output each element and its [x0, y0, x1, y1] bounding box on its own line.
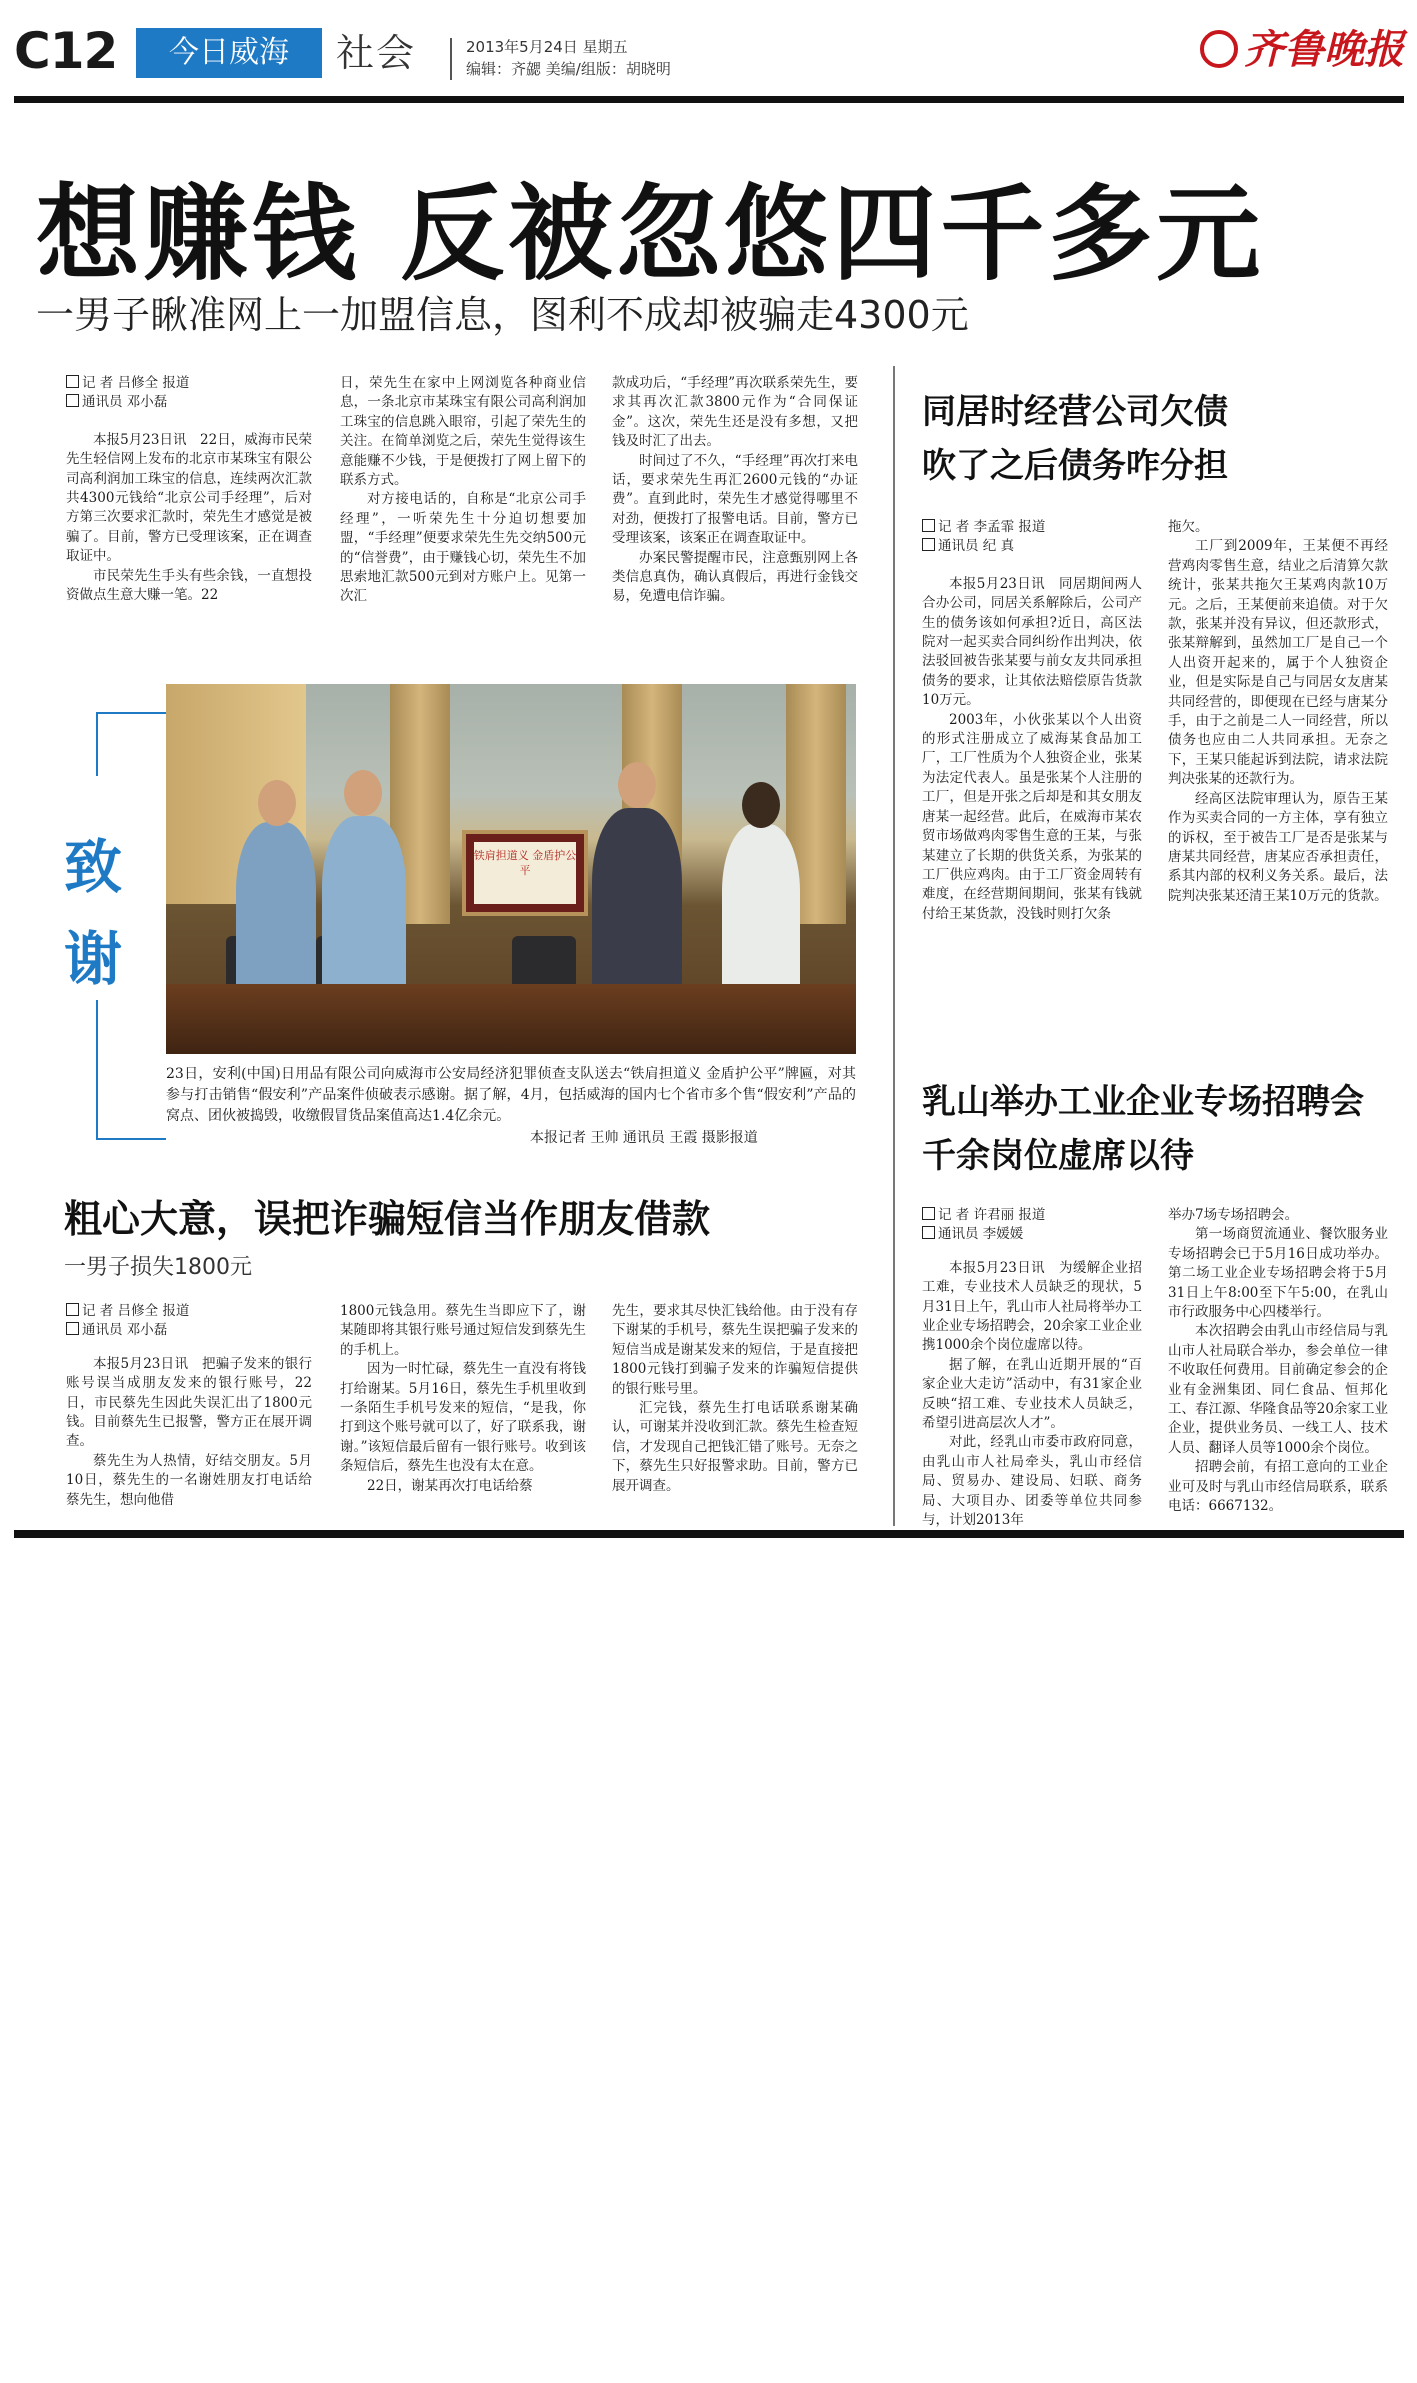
- lead-headline: 想赚钱 反被忽悠四千多元: [36, 173, 1265, 295]
- paragraph: 对此，经乳山市委市政府同意，由乳山市人社局牵头，乳山市经信局、贸易办、建设局、妇联、商务局、大项目办、团委等单位共同参与，计划2013年: [922, 1434, 1142, 1529]
- masthead: [14, 10, 1404, 94]
- story2-subheadline: 一男子损失1800元: [64, 1255, 252, 1280]
- page-number: C12: [14, 22, 118, 80]
- photo-caption: 23日，安利(中国)日用品有限公司向威海市公安局经济犯罪侦查支队送去“铁肩担道义 金盾护公平”牌匾，对其参与打击销售“假安利”产品案件侦破表示感谢。据了解，4月，包括威海的国内七个省市多个售“假安利”产品的窝点、团伙被捣毁，收缴假冒货品案值高达1.4亿余元。: [166, 1066, 856, 1124]
- byline-box-icon: [922, 538, 935, 551]
- byline-box-icon: [922, 1207, 935, 1220]
- paragraph: 市民荣先生手头有些余钱，一直想投资做点生意大赚一笔。22: [66, 567, 312, 604]
- lead-byline-correspondent: 通讯员 邓小磊: [66, 393, 312, 412]
- newspaper-brand: [1200, 18, 1404, 75]
- byline-box-icon: [66, 1303, 79, 1316]
- paragraph: 1800元钱急用。蔡先生当即应下了，谢某随即将其银行账号通过短信发到蔡先生的手机上。: [340, 1303, 586, 1358]
- photo-officer-1: [236, 822, 316, 992]
- paragraph: 办案民警提醒市民，注意甄别网上各类信息真伪，确认真假后，再进行金钱交易，免遭电信诈骗。: [612, 549, 858, 605]
- paragraph: 时间过了不久，“手经理”再次打来电话，要求荣先生再汇2600元钱的“办证费”。直到此时，荣先生才感觉得哪里不对劲，便拨打了报警电话。目前，警方已受理该案，该案正在调查取证中。: [612, 452, 858, 547]
- thanks-bracket-top-arm: [96, 712, 166, 714]
- story2-byline-correspondent: 通讯员 邓小磊: [66, 1321, 312, 1340]
- story2-column-1: [66, 1302, 312, 1510]
- bottom-rule: [14, 1530, 1404, 1538]
- paragraph: 款成功后，“手经理”再次联系荣先生，要求其再次汇款3800元作为“合同保证金”。这次，荣先生还是没有多想，又把钱及时汇了出去。: [612, 375, 858, 450]
- photo-head: [742, 782, 780, 828]
- byline-box-icon: [922, 1226, 935, 1239]
- paragraph: 日，荣先生在家中上网浏览各种商业信息，一条北京市某珠宝有限公司高利润加工珠宝的信息跳入眼帘，引起了荣先生的关注。在简单浏览之后，荣先生觉得该生意能赚不少钱，于是便拨打了网上留下的联系方式。: [340, 375, 586, 489]
- byline-box-icon: [66, 394, 79, 407]
- byline-box-icon: [922, 519, 935, 532]
- plaque-inscription: 铁肩担道义 金盾护公平: [473, 849, 577, 877]
- lead-column-2: [340, 374, 586, 607]
- editor-line: 编辑：齐勰 美编/组版：胡晓明: [466, 60, 671, 78]
- photo-head: [344, 770, 382, 816]
- photo-officer-2: [322, 816, 406, 992]
- byline-box-icon: [66, 375, 79, 388]
- story2-column-2: [340, 1302, 586, 1496]
- photo-woman: [722, 824, 800, 992]
- story4-byline-reporter: 记 者 许君丽 报道: [922, 1206, 1142, 1225]
- paragraph: 本次招聘会由乳山市经信局与乳山市人社局联合举办，参会单位一律不收取任何费用。目前确定参会的企业有金洲集团、同仁食品、恒邦化工、春江源、华隆食品等20余家工业企业，提供业务员、一线工人、技术人员、翻译人员等1000余个岗位。: [1168, 1323, 1388, 1456]
- channel-label: 社会: [336, 31, 417, 75]
- column-divider: [893, 366, 895, 1526]
- thanks-char-2: 谢: [64, 925, 123, 993]
- paragraph: 因为一时忙碌，蔡先生一直没有将钱打给谢某。5月16日，蔡先生手机里收到一条陌生手机号发来的短信，“是我，你打到这个账号就可以了，好了联系我，谢谢。”该短信最后留有一银行账号。收到该条短信后，蔡先生也没有太在意。: [340, 1361, 586, 1475]
- brand-logo-icon: [1200, 30, 1238, 68]
- thanks-bracket-bottom: [96, 1000, 98, 1140]
- brand-name: 齐鲁晚报: [1244, 26, 1404, 73]
- story3-column-1: [922, 518, 1142, 924]
- story4-headline-line1: 乳山举办工业企业专场招聘会: [922, 1082, 1364, 1122]
- paragraph: 据了解，在乳山近期开展的“百家企业大走访”活动中，有31家企业反映“招工难、专业技术人员缺乏，希望引进高层次人才”。: [922, 1356, 1142, 1432]
- story4-headline-line2: 千余岗位虚席以待: [922, 1136, 1194, 1176]
- paragraph: 工厂到2009年，王某便不再经营鸡肉零售生意，结业之后清算欠款统计，张某共拖欠王某鸡肉款10万元。之后，王某便前来追债。对于欠款，张某并没有异议，但还款形式，张某辩解到，虽然加工厂是自己一个人出资开起来的，属于个人独资企业，但是实际是自己与同居女友唐某共同经营的，即便现在已经与唐某分手，由于之前是二人一同经营，所以债务也应由二人共同承担。无奈之下，王某只能起诉到法院，请求法院判决张某的还款行为。: [1168, 538, 1388, 788]
- story4-column-1: [922, 1206, 1142, 1531]
- top-rule: [14, 96, 1404, 103]
- lead-byline-reporter: 记 者 吕修全 报道: [66, 374, 312, 393]
- photo-plaque: [462, 830, 588, 916]
- story2-byline-reporter: 记 者 吕修全 报道: [66, 1302, 312, 1321]
- story2-headline: 粗心大意，误把诈骗短信当作朋友借款: [64, 1197, 711, 1241]
- story3-byline-reporter: 记 者 李孟霏 报道: [922, 518, 1142, 537]
- paragraph: 先生，要求其尽快汇钱给他。由于没有存下谢某的手机号，蔡先生误把骗子发来的短信当成是谢某发来的短信，于是直接把1800元钱打到骗子发来的诈骗短信提供的银行账号里。: [612, 1303, 858, 1397]
- paragraph: 汇完钱，蔡先生打电话联系谢某确认，可谢某并没收到汇款。蔡先生检查短信，才发现自己把钱汇错了账号。无奈之下，蔡先生只好报警求助。目前，警方已展开调查。: [612, 1400, 858, 1494]
- photo-head: [618, 762, 656, 808]
- paragraph: 本报5月23日讯 同居期间两人合办公司，同居关系解除后，公司产生的债务该如何承担?近日，高区法院对一起买卖合同纠纷作出判决，依法驳回被告张某要与前女友共同承担债务的要求，让其依法赔偿原告货款10万元。: [922, 575, 1142, 709]
- lead-subheadline: 一男子瞅准网上一加盟信息，图利不成却被骗走4300元: [36, 293, 969, 337]
- section-label: 今日威海: [136, 28, 322, 78]
- paragraph: 蔡先生为人热情，好结交朋友。5月10日，蔡先生的一名谢姓朋友打电话给蔡先生，想向他借: [66, 1452, 312, 1508]
- issue-meta: [466, 36, 671, 80]
- thanks-bracket-bottom-arm: [96, 1138, 166, 1140]
- date-line: 2013年5月24日 星期五: [466, 38, 628, 56]
- story3-headline-line2: 吹了之后债务咋分担: [922, 446, 1228, 486]
- paragraph: 经高区法院审理认为，原告王某作为买卖合同的一方主体，享有独立的诉权，至于被告工厂是否是张某与唐某共同经营，唐某应否承担责任，系其内部的权利义务关系。最后，法院判决张某还清王某10万元的货款。: [1168, 790, 1388, 904]
- paragraph: 22日，谢某再次打电话给蔡: [367, 1477, 533, 1494]
- header-divider: [450, 38, 452, 80]
- lead-column-1: [66, 374, 312, 605]
- lead-column-3: [612, 374, 858, 607]
- award-photo: [166, 684, 856, 1054]
- story3-column-2: [1168, 518, 1388, 906]
- paragraph: 对方接电话的，自称是“北京公司手经理”，一听荣先生十分迫切想要加盟，“手经理”便要求荣先生先交纳500元的“信誉费”，由于赚钱心切，荣先生不加思索地汇款500元到对方账户上。见第一次汇: [340, 491, 586, 605]
- story4-column-2: [1168, 1206, 1388, 1517]
- photo-head: [258, 780, 296, 826]
- story2-column-3: [612, 1302, 858, 1496]
- paragraph: 拖欠。: [1168, 519, 1209, 535]
- story3-byline-correspondent: 通讯员 纪 真: [922, 537, 1142, 556]
- byline-box-icon: [66, 1322, 79, 1335]
- paragraph: 举办7场专场招聘会。: [1168, 1207, 1299, 1223]
- paragraph: 本报5月23日讯 为缓解企业招工难，专业技术人员缺乏的现状，5月31日上午，乳山市人社局将举办工业企业专场招聘会，20余家工业企业携1000余个岗位虚席以待。: [922, 1259, 1142, 1354]
- thanks-char-1: 致: [64, 833, 123, 901]
- thanks-bracket-top: [96, 712, 98, 776]
- paragraph: 2003年，小伙张某以个人出资的形式注册成立了威海某食品加工厂，工厂性质为个人独资企业，张某为法定代表人。虽是张某个人注册的工厂，但是开张之后却是和其女朋友唐某一起经营。此后，在威海市某农贸市场做鸡肉零售生意的王某，与张某建立了长期的供货关系，为张某的工厂供应鸡肉。由于工厂资金周转有难度，在经营期间期间，张某有钱就付给王某货款，没钱时则打欠条: [922, 711, 1142, 922]
- photo-table: [166, 984, 856, 1054]
- paragraph: 招聘会前，有招工意向的工业企业可及时与乳山市经信局联系，联系电话：6667132。: [1168, 1459, 1388, 1515]
- story4-byline-correspondent: 通讯员 李媛媛: [922, 1225, 1142, 1244]
- paragraph: 本报5月23日讯 把骗子发来的银行账号误当成朋友发来的银行账号，22日，市民蔡先生因此失误汇出了1800元钱。目前蔡先生已报警，警方正在展开调查。: [66, 1355, 312, 1450]
- photo-credit: 本报记者 王帅 通讯员 王霞 摄影报道: [530, 1130, 758, 1146]
- story3-headline-line1: 同居时经营公司欠债: [922, 392, 1228, 432]
- paragraph: 本报5月23日讯 22日，威海市民荣先生轻信网上发布的北京市某珠宝有限公司高利润加工珠宝的信息，连续两次汇款共4300元钱给“北京公司手经理”，后对方第三次要求汇款时，荣先生才感觉是被骗了。目前，警方已受理该案，正在调查取证中。: [66, 431, 312, 565]
- paragraph: 第一场商贸流通业、餐饮服务业专场招聘会已于5月16日成功举办。第二场工业企业专场招聘会将于5月31日上午8:00至下午5:00，在乳山市行政服务中心四楼举行。: [1168, 1226, 1388, 1321]
- photo-businessman: [592, 808, 682, 992]
